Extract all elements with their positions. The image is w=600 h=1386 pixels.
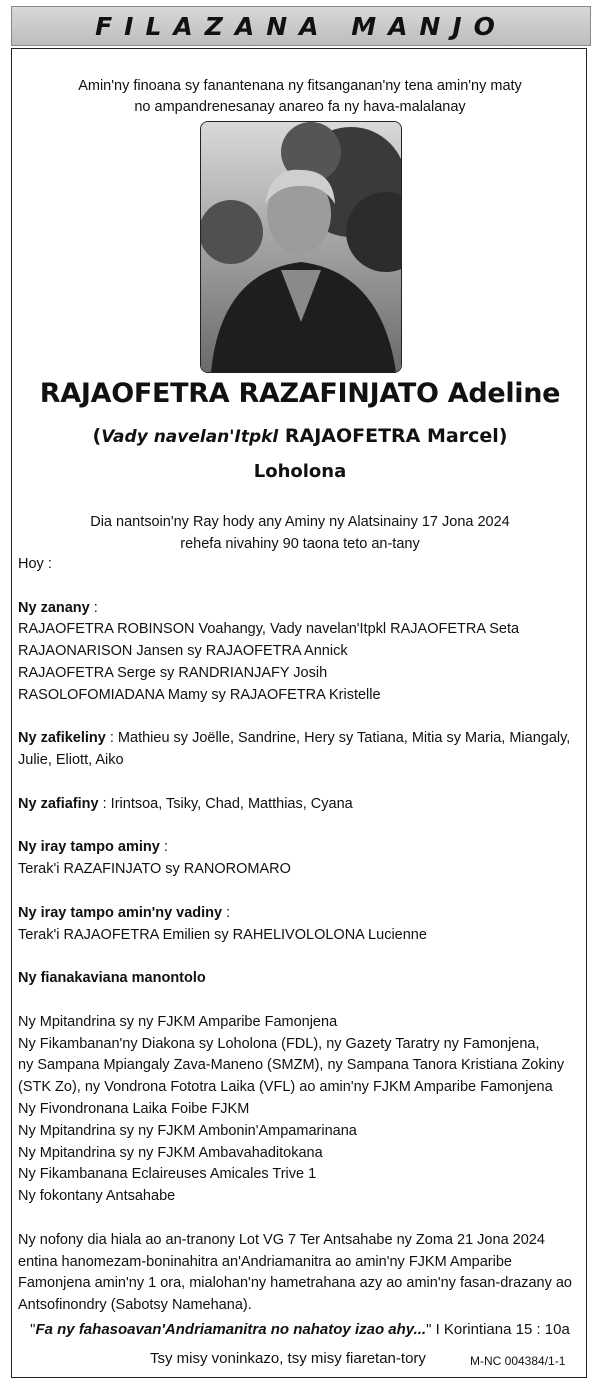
- intro-line-2: no ampandrenesanay anareo fa ny hava-malalanay: [134, 99, 466, 115]
- children-line: RAJAOFETRA ROBINSON Voahangy, Vady navelan'Itpkl RAJAOFETRA Seta: [18, 621, 520, 638]
- children-line: RAJAOFETRA Serge sy RANDRIANJAFY Josih: [18, 664, 328, 681]
- spouse-siblings-label: Ny iray tampo amin'ny vadiny: [18, 904, 223, 921]
- death-line-1: Dia nantsoin'ny Ray hody any Aminy ny Alatsinainy 17 Jona 2024: [90, 514, 510, 530]
- grandchildren-text-2: Julie, Eliott, Aiko: [18, 752, 124, 769]
- organization-line: Ny Fivondronana Laika Foibe FJKM: [18, 1100, 250, 1117]
- funeral-line: Ny nofony dia hiala ao an-tranony Lot VG 7 Ter Antsahabe ny Zoma 21 Jona 2024: [18, 1231, 545, 1248]
- organization-line: ny Sampana Mpiangaly Zava-Maneno (SMZM), ny Sampana Tanora Kristiana Zokiny: [18, 1057, 565, 1074]
- organization-line: Ny Mpitandrina sy ny FJKM Ambavahaditokana: [18, 1144, 323, 1161]
- children-line: RASOLOFOMIADANA Mamy sy RAJAOFETRA Kristelle: [18, 686, 381, 703]
- widow-prefix: Vady navelan'Itpkl: [101, 427, 279, 447]
- portrait-image: [201, 122, 401, 372]
- village-title: Loholona: [253, 461, 347, 482]
- spouse-siblings-text: Terak'i RAJAOFETRA Emilien sy RAHELIVOLOLONA Lucienne: [18, 926, 427, 943]
- notice-body: Hoy : Ny zanany : RAJAOFETRA ROBINSON Voahangy, Vady navelan'Itpkl RAJAOFETRA Seta RAJAONARISON Jansen sy RAJAOFETRA Annick RAJAOFETRA Serge sy RANDRIANJAFY Josih RASOLOFOMIADANA Mamy sy RAJAOFETRA Kristelle Ny zafikeliny : Mathieu sy Joëlle, Sandrine, Hery sy Tatiana, Mitia sy Maria, Miangaly, Julie, Eliott, Aiko Ny zafiafiny : Irintsoa, Tsiky, Chad, Matthias, Cyana Ny iray tampo aminy : Terak'i RAZAFINJATO sy RANOROMARO Ny iray tampo amin'ny vadiny : Terak'i RAJAOFETRA Emilien sy RAHELIVOLOLONA Lucienne Ny fianakaviana manontolo Ny Mpitandrina sy ny FJKM Amparibe Famonjena Ny Fikambanan'ny Diakona sy Loholona (FDL), ny Gazety Taratry ny Famonjena, ny Sampana Mpiangaly Zava-Maneno (SMZM), ny Sampana Tanora Kristiana Zokiny (STK Zo), ny Vondrona Fototra Laika (VFL) ao amin'ny FJKM Amparibe Famonjena Ny Fivondronana Laika Foibe FJKM Ny Mpitandrina sy ny FJKM Ambonin'Ampamarinana Ny Mpitandrina sy ny FJKM Ambavahaditokana Ny Fikambanana Eclaireuses Amicales Trive 1 Ny fokontany Antsahabe Ny nofony dia hiala ao an-tranony Lot VG 7 Ter Antsahabe ny Zoma 21 Jona 2024 entina hanomezam-boninahitra an'Andriamanitra ao amin'ny FJKM Amparibe Famonjena amin'ny 1 ora, mialohan'ny hametrahana azy ao amin'ny fasan-drazany ao Antsofinondry (Sabotsy Namehana).: [18, 554, 584, 1317]
- funeral-line: Famonjena amin'ny 1 ora, mialohan'ny hametrahana azy ao amin'ny fasan-drazany ao: [18, 1275, 572, 1292]
- children-line: RAJAONARISON Jansen sy RAJAOFETRA Annick: [18, 643, 348, 660]
- quote-reference: I Korintiana 15 : 10a: [435, 1321, 570, 1338]
- organization-line: Ny fokontany Antsahabe: [18, 1188, 176, 1205]
- widow-line: (Vady navelan'Itpkl RAJAOFETRA Marcel): [92, 425, 508, 447]
- header-title: FILAZANA MANJO: [95, 11, 507, 41]
- hoy-label: Hoy :: [18, 556, 52, 572]
- funeral-line: entina hanomezam-boninahitra an'Andriamanitra ao amin'ny FJKM Amparibe: [18, 1253, 512, 1270]
- portrait-photo: [200, 121, 402, 373]
- grandchildren-label: Ny zafikeliny: [18, 730, 106, 747]
- intro-line-1: Amin'ny finoana sy fanantenana ny fitsanganan'ny tena amin'ny maty: [78, 78, 522, 94]
- deceased-name: RAJAOFETRA RAZAFINJATO Adeline: [39, 378, 561, 409]
- organization-line: Ny Fikambanana Eclaireuses Amicales Trive 1: [18, 1166, 317, 1183]
- quote-text: Fa ny fahasoavan'Andriamanitra no nahatoy izao ahy...: [35, 1321, 427, 1338]
- death-line-2: rehefa nivahiny 90 taona teto an-tany: [180, 536, 420, 552]
- siblings-text: Terak'i RAZAFINJATO sy RANOROMARO: [18, 861, 291, 878]
- organization-line: Ny Mpitandrina sy ny FJKM Ambonin'Ampamarinana: [18, 1122, 357, 1139]
- children-label: Ny zanany: [18, 599, 90, 616]
- organization-line: Ny Fikambanan'ny Diakona sy Loholona (FDL), ny Gazety Taratry ny Famonjena,: [18, 1035, 540, 1052]
- grandchildren-text: : Mathieu sy Joëlle, Sandrine, Hery sy Tatiana, Mitia sy Maria, Miangaly,: [105, 730, 571, 747]
- header-banner: [11, 6, 591, 46]
- organization-line: (STK Zo), ny Vondrona Fototra Laika (VFL) ao amin'ny FJKM Amparibe Famonjena: [18, 1079, 553, 1096]
- funeral-line: Antsofinondry (Sabotsy Namehana).: [18, 1297, 252, 1314]
- great-grandchildren-label: Ny zafiafiny: [18, 795, 99, 812]
- organization-line: Ny Mpitandrina sy ny FJKM Amparibe Famonjena: [18, 1013, 338, 1030]
- widow-name: RAJAOFETRA Marcel: [284, 425, 499, 447]
- siblings-label: Ny iray tampo aminy: [18, 839, 160, 856]
- relatives-label: Ny fianakaviana manontolo: [18, 970, 206, 987]
- intro-text: [11, 76, 589, 118]
- closing-note: Tsy misy voninkazo, tsy misy fiaretan-tory: [150, 1350, 426, 1367]
- ad-reference: M-NC 004384/1-1: [470, 1354, 566, 1368]
- bible-quote: "Fa ny fahasoavan'Andriamanitra no nahatoy izao ahy..." I Korintiana 15 : 10a: [30, 1321, 570, 1338]
- great-grandchildren-text: : Irintsoa, Tsiky, Chad, Matthias, Cyana: [98, 795, 353, 812]
- death-announcement: [11, 511, 589, 555]
